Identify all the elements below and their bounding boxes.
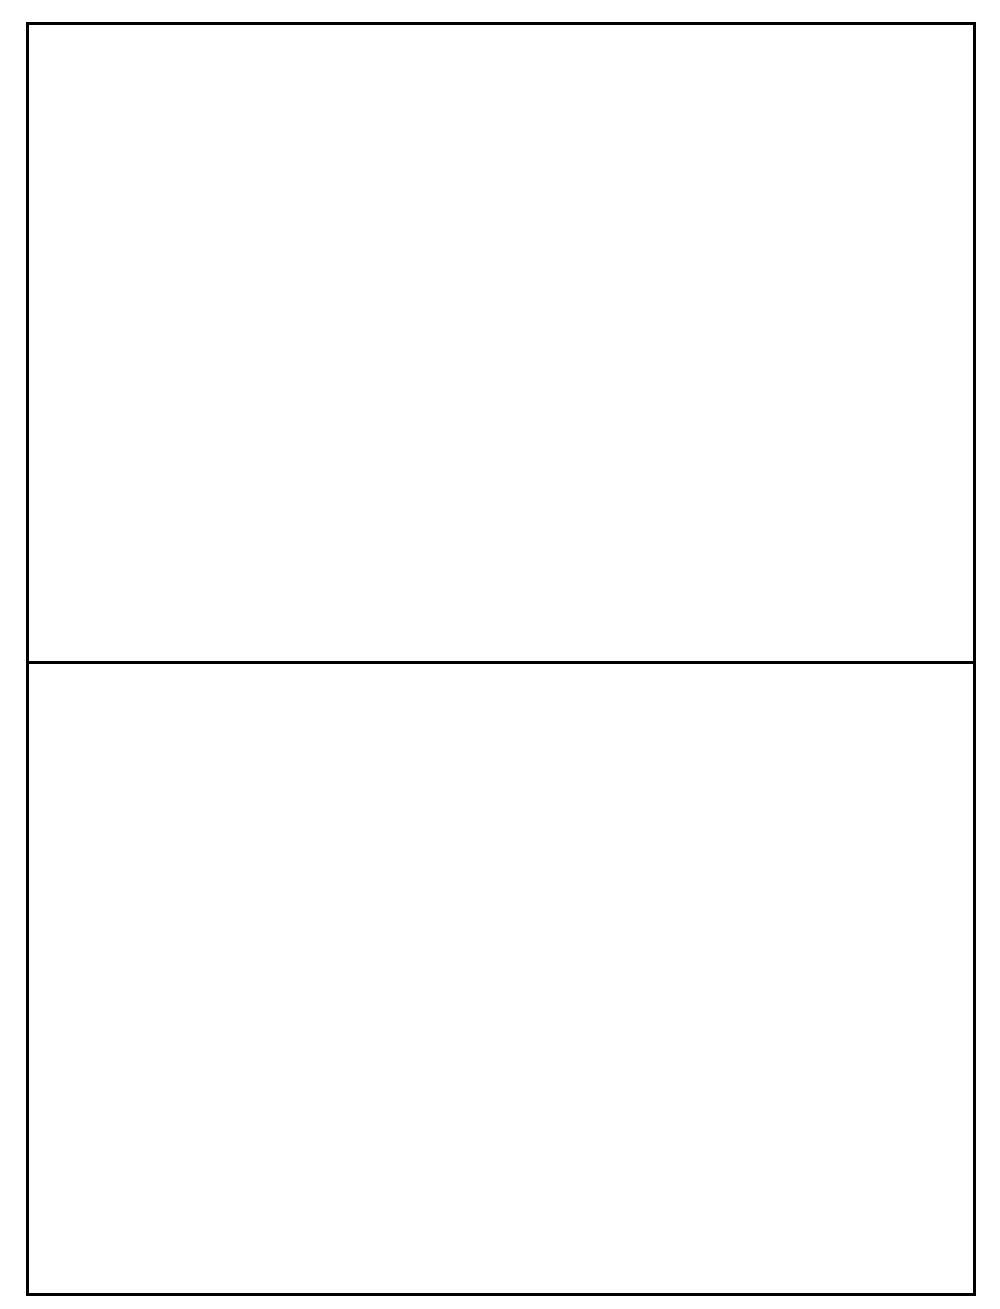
page-frame [26, 22, 976, 1296]
lower-page-header [388, 738, 424, 753]
page-divider [26, 661, 976, 664]
upper-page-header [388, 118, 424, 133]
